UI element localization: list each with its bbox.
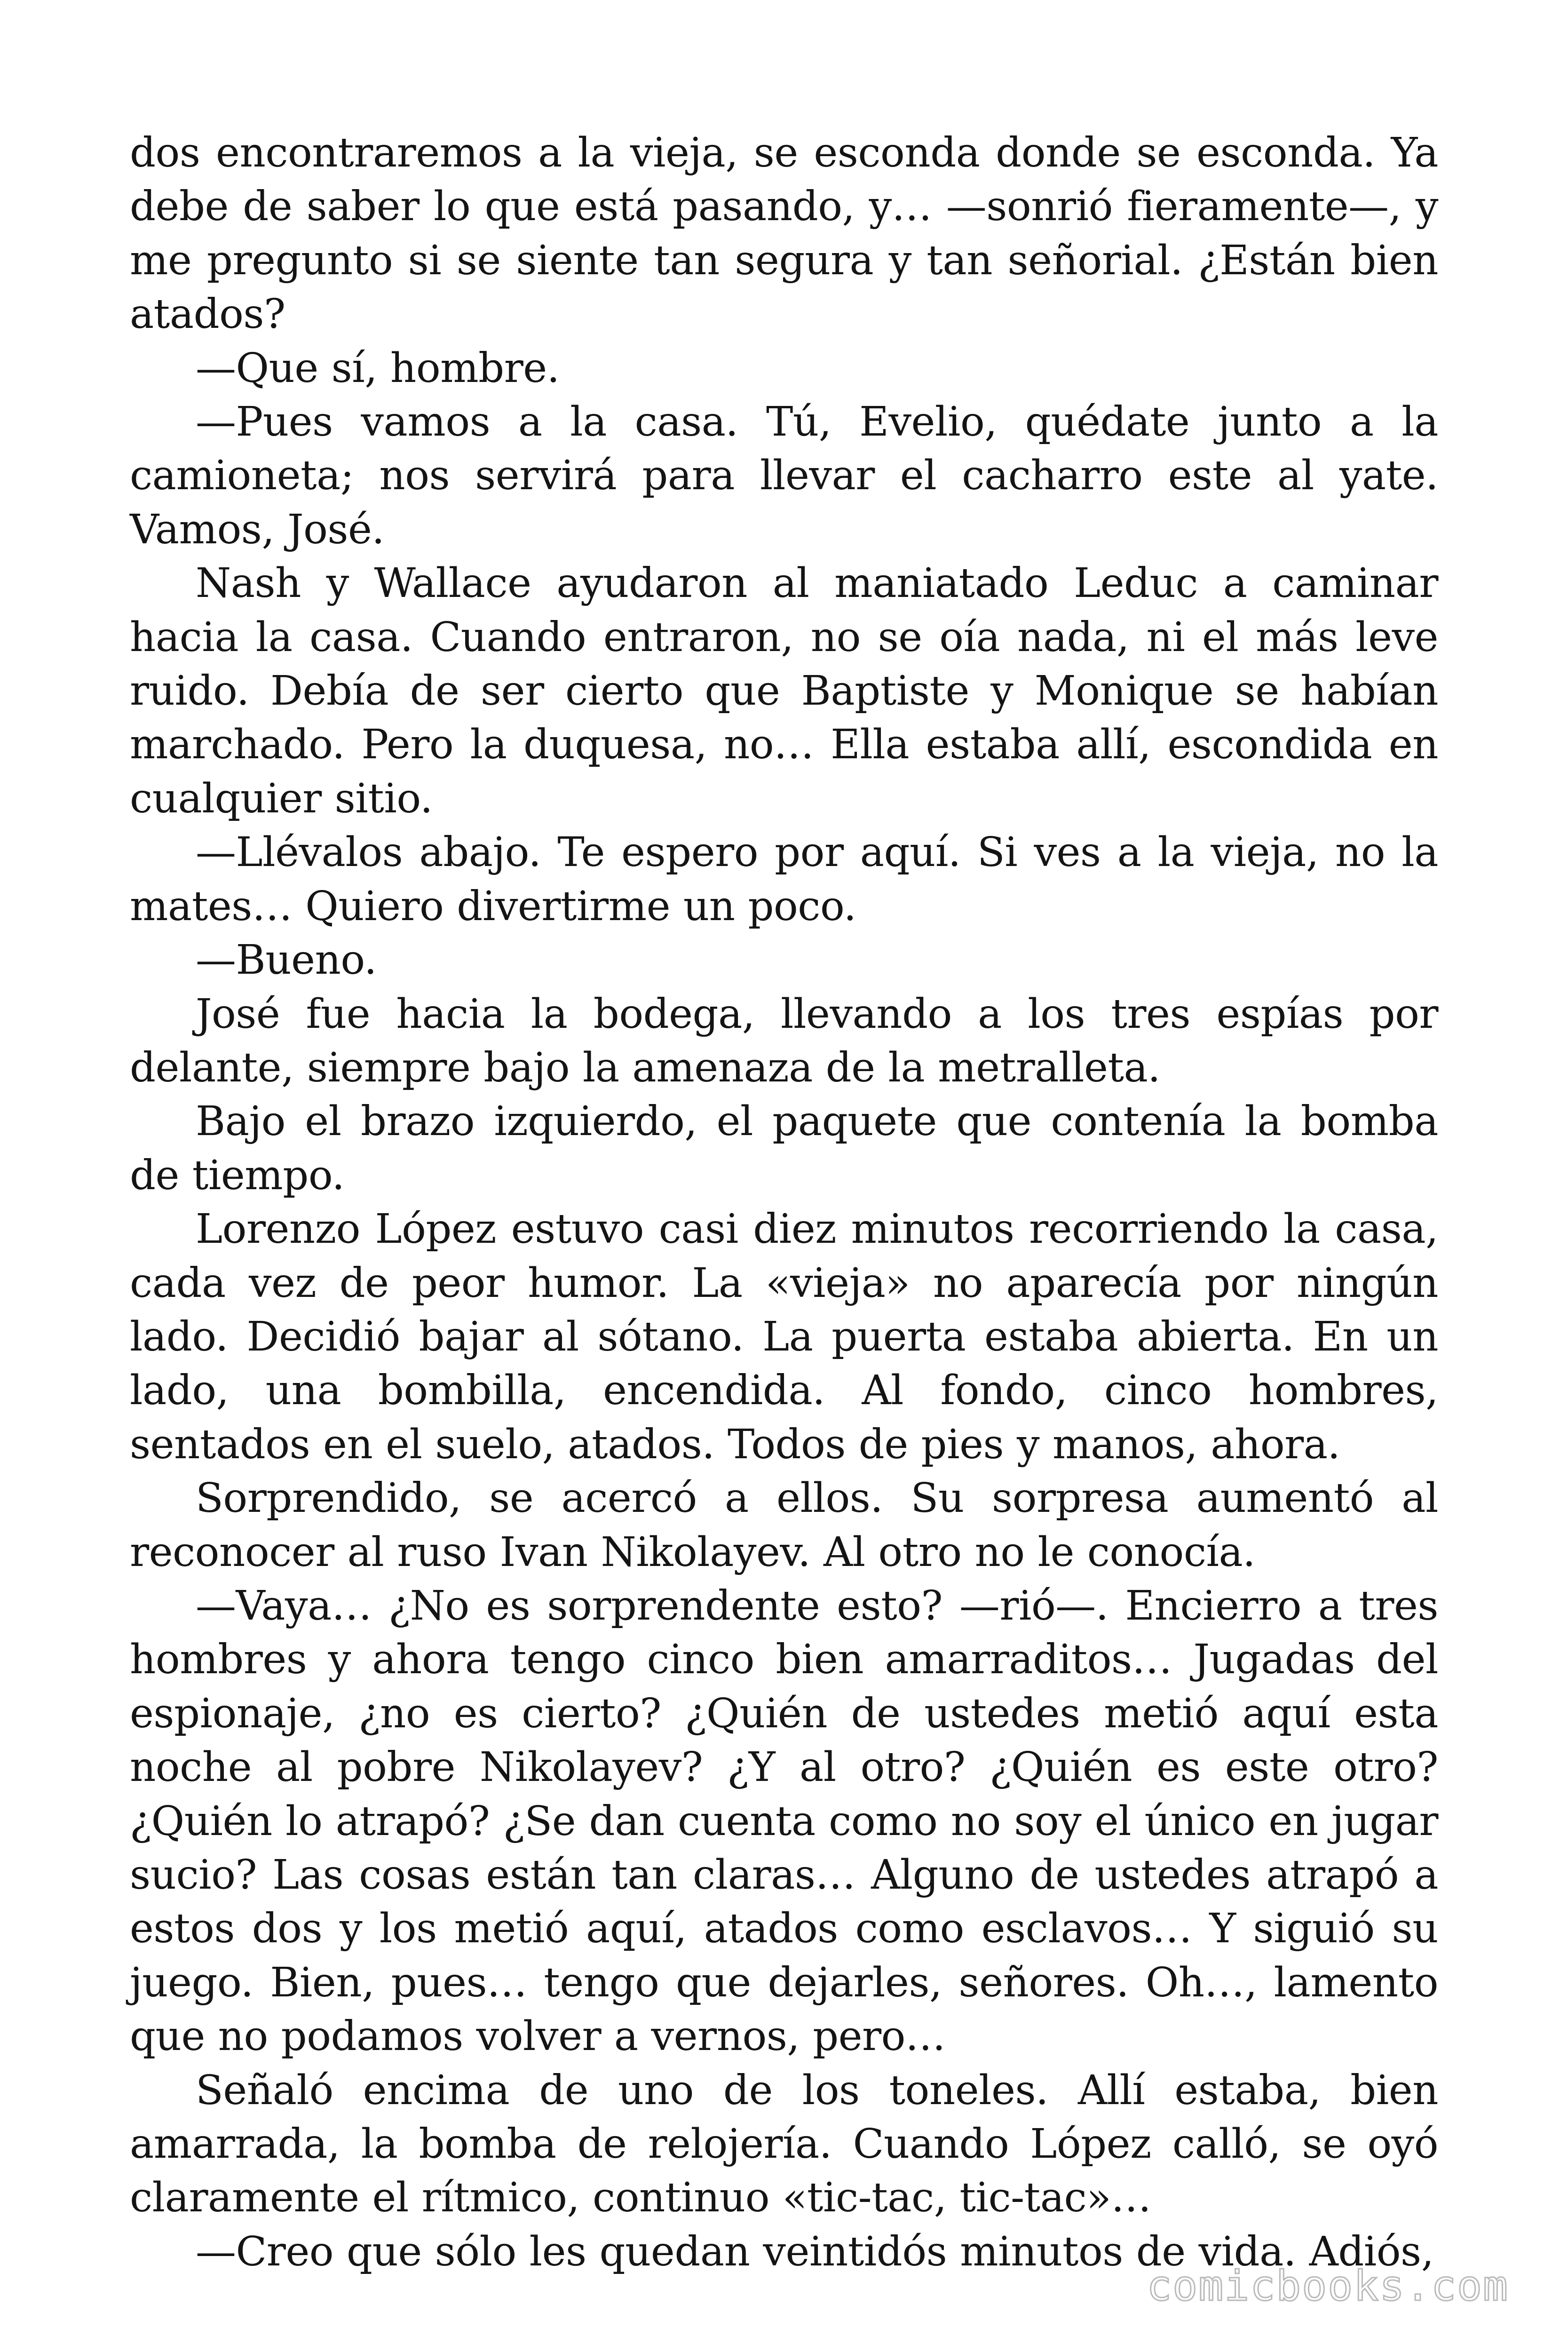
book-page-text bbox=[130, 126, 1438, 2279]
paragraph: dos encontraremos a la vieja, se esconda donde se esconda. Ya debe de saber lo que está pasando, y… —sonrió fieramente—, y me pregunto si se siente tan segura y tan señorial. ¿Están bien atados? bbox=[130, 129, 1438, 338]
paragraph: Señaló encima de uno de los toneles. Allí estaba, bien amarrada, la bomba de relojería. Cuando López calló, se oyó claramente el rítmico, continuo «tic-tac, tic-tac»… bbox=[130, 2066, 1438, 2222]
paragraph: José fue hacia la bodega, llevando a los tres espías por delante, siempre bajo la amenaza de la metralleta. bbox=[130, 990, 1438, 1091]
paragraph: —Llévalos abajo. Te espero por aquí. Si ves a la vieja, no la mates… Quiero divertirme un poco. bbox=[130, 829, 1438, 930]
watermark: comicbooks.com bbox=[1147, 2262, 1509, 2310]
paragraph: —Bueno. bbox=[196, 937, 377, 984]
paragraph: Sorprendido, se acercó a ellos. Su sorpresa aumentó al reconocer al ruso Ivan Nikolayev. Al otro no le conocía. bbox=[130, 1475, 1438, 1576]
paragraph: —Creo que sólo les quedan veintidós minutos de vida. Adiós, bbox=[196, 2228, 1434, 2275]
paragraph: —Que sí, hombre. bbox=[196, 344, 560, 392]
paragraph: —Vaya… ¿No es sorprendente esto? —rió—. Encierro a tres hombres y ahora tengo cinco bien amarraditos… Jugadas del espionaje, ¿no es cierto? ¿Quién de ustedes metió aquí esta noche al pobre Nikolayev? ¿Y al otro? ¿Quién es este otro? ¿Quién lo atrapó? ¿Se dan cuenta como no soy el único en jugar sucio? Las cosas están tan claras… Alguno de ustedes atrapó a estos dos y los metió aquí, atados como esclavos… Y siguió su juego. Bien, pues… tengo que dejarles, señores. Oh…, lamento que no podamos volver a vernos, pero… bbox=[130, 1582, 1438, 2060]
paragraph: Nash y Wallace ayudaron al maniatado Leduc a caminar hacia la casa. Cuando entraron, no se oía nada, ni el más leve ruido. Debía de ser cierto que Baptiste y Monique se habían marchado. Pero la duquesa, no… Ella estaba allí, escondida en cualquier sitio. bbox=[130, 560, 1438, 822]
paragraph: —Pues vamos a la casa. Tú, Evelio, quédate junto a la camioneta; nos servirá para llevar el cacharro este al yate. Vamos, José. bbox=[130, 398, 1438, 553]
paragraph: Bajo el brazo izquierdo, el paquete que contenía la bomba de tiempo. bbox=[130, 1098, 1438, 1199]
paragraph: Lorenzo López estuvo casi diez minutos recorriendo la casa, cada vez de peor humor. La «vieja» no aparecía por ningún lado. Decidió bajar al sótano. La puerta estaba abierta. En un lado, una bombilla, encendida. Al fondo, cinco hombres, sentados en el suelo, atados. Todos de pies y manos, ahora. bbox=[130, 1206, 1438, 1468]
